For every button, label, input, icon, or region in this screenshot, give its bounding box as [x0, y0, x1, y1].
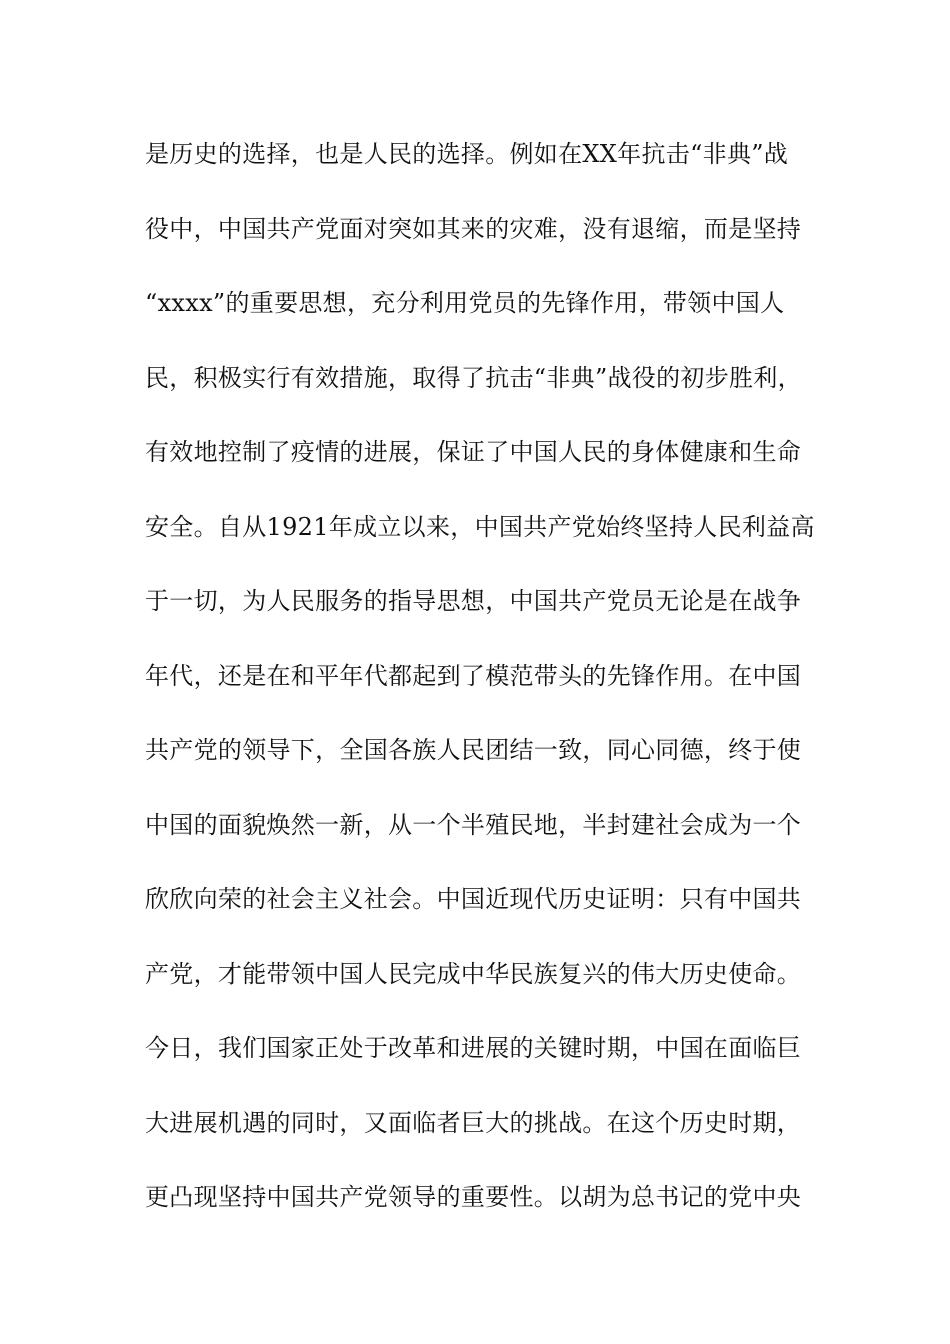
body-text — [145, 134, 825, 1252]
text-line: 欣欣向荣的社会主义社会。中国近现代历史证明：只有中国共 — [145, 885, 802, 913]
text-line: 产党，才能带领中国人民完成中华民族复兴的伟大历史使命。 — [145, 959, 802, 988]
text-line: 更凸现坚持中国共产党领导的重要性。以胡为总书记的党中央 — [145, 1183, 802, 1211]
text-line: 年代，还是在和平年代都起到了模范带头的先锋作用。在中国 — [145, 661, 802, 690]
text-line: 共产党的领导下，全国各族人民团结一致，同心同德，终于使 — [145, 736, 802, 764]
text-line: 大进展机遇的同时，又面临者巨大的挑战。在这个历史时期， — [145, 1108, 802, 1137]
text-line: 中国的面貌焕然一新，从一个半殖民地，半封建社会成为一个 — [145, 810, 802, 839]
text-line: 于一切，为人民服务的指导思想，中国共产党员无论是在战争 — [145, 587, 802, 615]
text-line: “xxxx”的重要思想，充分利用党员的先锋作用，带领中国人 — [145, 289, 785, 317]
text-line: 安全。自从1921年成立以来，中国共产党始终坚持人民利益高 — [145, 512, 815, 541]
text-line: 是历史的选择，也是人民的选择。例如在XX年抗击“非典”战 — [145, 140, 789, 168]
text-line: 有效地控制了疫情的进展，保证了中国人民的身体健康和生命 — [145, 438, 802, 466]
text-line: 今日，我们国家正处于改革和进展的关键时期，中国在面临巨 — [145, 1034, 802, 1062]
text-line: 役中，中国共产党面对突如其来的灾难，没有退缩，而是坚持 — [145, 214, 802, 243]
text-line: 民，积极实行有效措施，取得了抗击“非典”战役的初步胜利， — [145, 363, 802, 392]
